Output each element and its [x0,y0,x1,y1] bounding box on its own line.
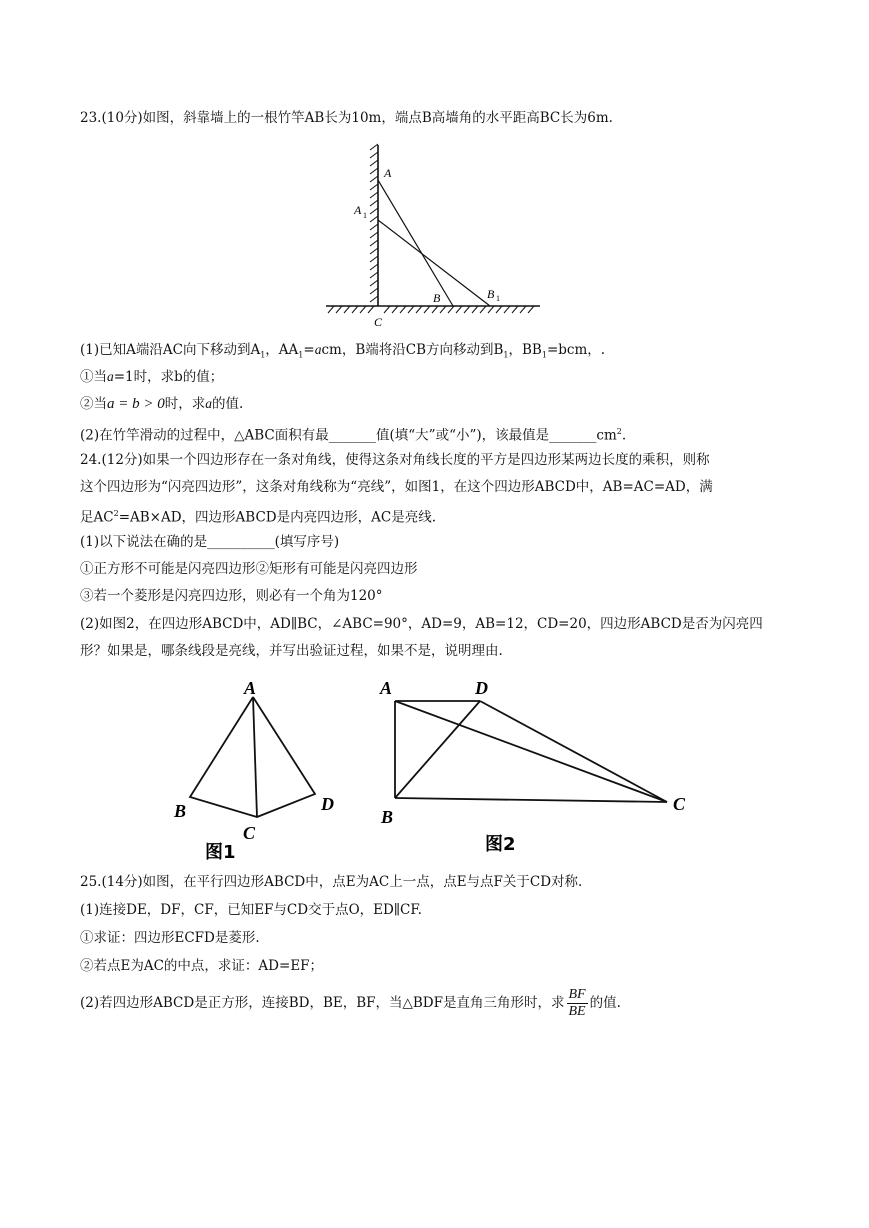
fig2-label-a: A [380,678,393,698]
q24-figure1 [165,672,355,867]
label-a1-sub: 1 [363,211,367,220]
fig1-label-d: D [321,794,334,814]
q23-sub1: ①当a=1时，求b的值； [80,369,224,385]
pole-ab [378,180,453,306]
q23-part2: (2)在竹竿滑动的过程中，△ABC面积有最_______值(填“大”或“小”)，该最值是$\_\_\_\_\_\_\_cm^2$. [80,427,627,444]
q23-sub2: ②当a = b > 0时，求a的值. [80,396,244,412]
fig1-label-b: B [174,801,187,821]
fig2-label-c: C [673,794,686,814]
q24-figure2 [370,672,700,862]
q24-line6: ③若一个菱形是闪亮四边形，则必有一个角为120° [80,588,383,604]
q23-figure [320,140,550,335]
label-a: A [384,166,392,180]
q24-line1: 24.(12分)如果一个四边形存在一条对角线，使得这条对角线长度的平方是四边形某两边长度的乘积，则称 [80,452,710,468]
q24-line4: (1)以下说法在确的是__________(填写序号) [80,534,340,550]
q24-line8: 形？如果是，哪条线段是亮线，并写出验证过程，如果不是，说明理由. [80,643,503,659]
q24-line7: (2)如图2，在四边形ABCD中，AD∥BC，∠ABC=90°，AD=9，AB=12，CD=20，四边形ABCD是否为闪亮四 [80,616,763,632]
q25-line3: ①求证：四边形ECFD是菱形. [80,930,260,946]
fig1-caption: 图1 [205,842,236,863]
q25-line1: 25.(14分)如图，在平行四边形ABCD中，点E为AC上一点，点E与点F关于CD对称. [80,874,583,890]
q23-title: 23.(10分)如图，斜靠墙上的一根竹竿AB长为10m，端点B高墙角的水平距高BC长为6m. [80,110,613,126]
q25-line5: (2)若四边形ABCD是正方形，连接BD，BE，BF，当△BDF是直角三角形时，求 $\frac{BF}{BE}$ 的值. [80,987,621,1019]
fig2-label-b: B [381,807,394,827]
q24-line5: ①正方形不可能是闪亮四边形②矩形有可能是闪亮四边形 [80,561,418,577]
label-b: B [433,291,441,305]
q24-line3: 足$AC^2=AB\times AD$，四边形ABCD是内亮四边形，AC是亮线. [80,509,436,526]
q24-line2: 这个四边形为“闪亮四边形”，这条对角线称为“亮线”，如图1，在这个四边形ABCD中，AB=AC=AD，满 [80,479,713,495]
fig1-label-a: A [244,678,257,698]
label-a1: A [354,203,362,217]
label-b1: B [487,287,495,301]
fig2-caption: 图2 [485,834,516,855]
label-b1-sub: 1 [496,294,500,303]
q25-line2: (1)连接DE，DF，CF，已知EF与CD交于点O，ED∥CF. [80,902,422,918]
fig1-label-c: C [243,823,256,843]
q25-line4: ②若点E为AC的中点，求证：AD=EF； [80,958,324,974]
fraction-bf-be: $\frac{BF}{BE}$ [568,987,586,1019]
label-c: C [374,315,383,329]
fig2-label-d: D [475,678,488,698]
q23-part1: (1)已知A端沿AC向下移动到$A_1$，$AA_1=acm$，B端将沿CB方向移动到$B_1$，$BB_1=bcm$，. [80,342,606,360]
